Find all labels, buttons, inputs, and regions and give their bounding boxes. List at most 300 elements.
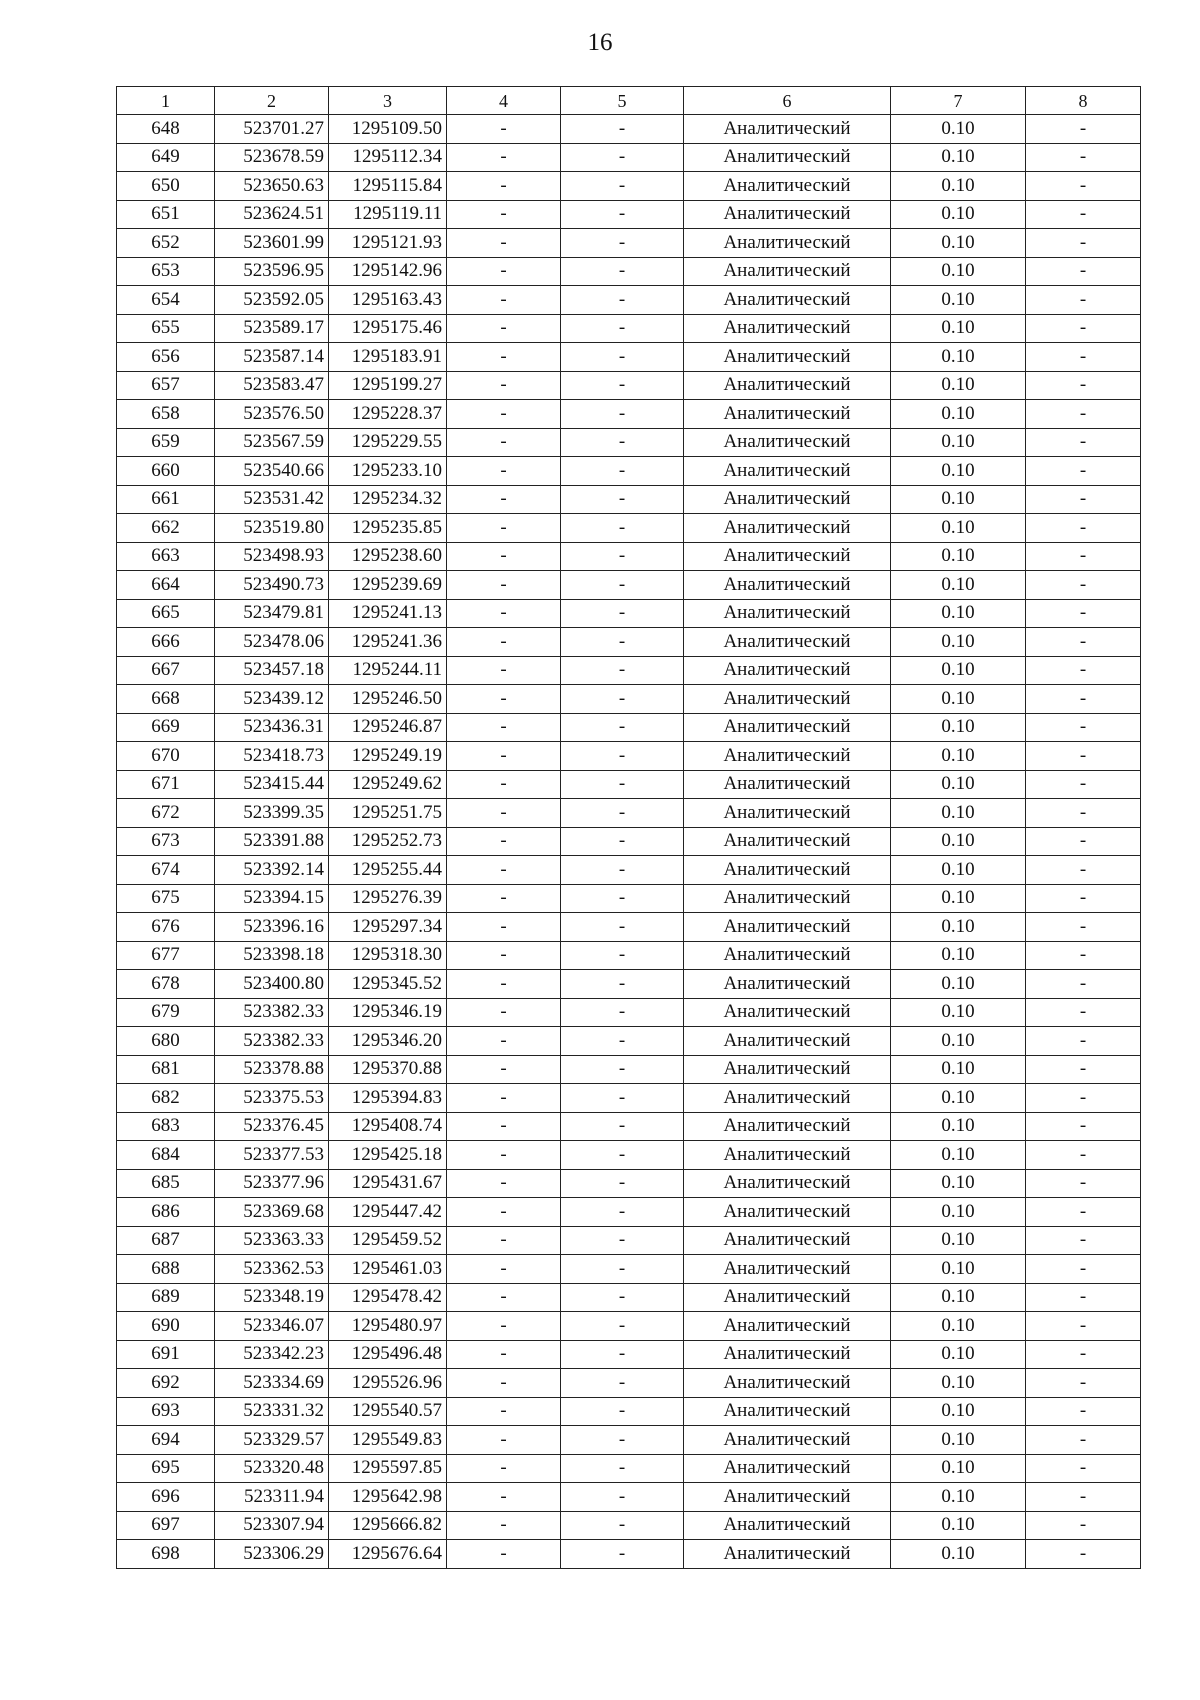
accuracy-cell: 0.10 <box>891 742 1026 771</box>
table-row <box>117 286 1141 315</box>
y-coordinate-cell: 1295238.60 <box>329 542 447 571</box>
accuracy-cell: 0.10 <box>891 941 1026 970</box>
col-8-cell: - <box>1026 400 1141 429</box>
table-row <box>117 1198 1141 1227</box>
method-cell: Аналитический <box>684 1255 891 1284</box>
accuracy-cell: 0.10 <box>891 827 1026 856</box>
method-cell: Аналитический <box>684 1055 891 1084</box>
x-coordinate-cell: 523369.68 <box>215 1198 329 1227</box>
x-coordinate-cell: 523498.93 <box>215 542 329 571</box>
accuracy-cell: 0.10 <box>891 1226 1026 1255</box>
col-8-cell: - <box>1026 542 1141 571</box>
point-number-cell: 655 <box>117 314 215 343</box>
method-cell: Аналитический <box>684 257 891 286</box>
col-5-cell: - <box>561 941 684 970</box>
x-coordinate-cell: 523342.23 <box>215 1340 329 1369</box>
method-cell: Аналитический <box>684 229 891 258</box>
table-row <box>117 1226 1141 1255</box>
method-cell: Аналитический <box>684 856 891 885</box>
point-number-cell: 674 <box>117 856 215 885</box>
col-4-cell: - <box>447 485 561 514</box>
col-5-cell: - <box>561 1312 684 1341</box>
method-cell: Аналитический <box>684 1283 891 1312</box>
accuracy-cell: 0.10 <box>891 200 1026 229</box>
y-coordinate-cell: 1295597.85 <box>329 1454 447 1483</box>
table-row <box>117 884 1141 913</box>
col-5-cell: - <box>561 400 684 429</box>
table-body <box>117 115 1141 1569</box>
method-cell: Аналитический <box>684 1084 891 1113</box>
accuracy-cell: 0.10 <box>891 1483 1026 1512</box>
x-coordinate-cell: 523392.14 <box>215 856 329 885</box>
method-cell: Аналитический <box>684 514 891 543</box>
method-cell: Аналитический <box>684 1397 891 1426</box>
table-row <box>117 400 1141 429</box>
col-4-cell: - <box>447 713 561 742</box>
accuracy-cell: 0.10 <box>891 628 1026 657</box>
y-coordinate-cell: 1295235.85 <box>329 514 447 543</box>
point-number-cell: 671 <box>117 770 215 799</box>
col-4-cell: - <box>447 656 561 685</box>
method-cell: Аналитический <box>684 1312 891 1341</box>
col-5-cell: - <box>561 1511 684 1540</box>
y-coordinate-cell: 1295251.75 <box>329 799 447 828</box>
col-8-cell: - <box>1026 713 1141 742</box>
y-coordinate-cell: 1295478.42 <box>329 1283 447 1312</box>
col-5-cell: - <box>561 1027 684 1056</box>
y-coordinate-cell: 1295249.19 <box>329 742 447 771</box>
point-number-cell: 663 <box>117 542 215 571</box>
col-5-cell: - <box>561 1169 684 1198</box>
col-4-cell: - <box>447 1540 561 1569</box>
col-5-cell: - <box>561 485 684 514</box>
accuracy-cell: 0.10 <box>891 542 1026 571</box>
y-coordinate-cell: 1295394.83 <box>329 1084 447 1113</box>
method-cell: Аналитический <box>684 599 891 628</box>
table-row <box>117 1511 1141 1540</box>
col-5-cell: - <box>561 1483 684 1512</box>
accuracy-cell: 0.10 <box>891 457 1026 486</box>
y-coordinate-cell: 1295246.50 <box>329 685 447 714</box>
point-number-cell: 678 <box>117 970 215 999</box>
y-coordinate-cell: 1295526.96 <box>329 1369 447 1398</box>
x-coordinate-cell: 523329.57 <box>215 1426 329 1455</box>
point-number-cell: 695 <box>117 1454 215 1483</box>
y-coordinate-cell: 1295447.42 <box>329 1198 447 1227</box>
accuracy-cell: 0.10 <box>891 485 1026 514</box>
table-row <box>117 1112 1141 1141</box>
col-8-cell: - <box>1026 1141 1141 1170</box>
x-coordinate-cell: 523540.66 <box>215 457 329 486</box>
table-row <box>117 799 1141 828</box>
x-coordinate-cell: 523596.95 <box>215 257 329 286</box>
x-coordinate-cell: 523398.18 <box>215 941 329 970</box>
col-5-cell: - <box>561 998 684 1027</box>
col-5-cell: - <box>561 1141 684 1170</box>
col-8-cell: - <box>1026 970 1141 999</box>
col-8-cell: - <box>1026 742 1141 771</box>
y-coordinate-cell: 1295183.91 <box>329 343 447 372</box>
y-coordinate-cell: 1295239.69 <box>329 571 447 600</box>
method-cell: Аналитический <box>684 1483 891 1512</box>
method-cell: Аналитический <box>684 1511 891 1540</box>
table-row <box>117 998 1141 1027</box>
col-5-cell: - <box>561 286 684 315</box>
point-number-cell: 654 <box>117 286 215 315</box>
column-header-4: 4 <box>447 87 561 115</box>
table-row <box>117 1141 1141 1170</box>
col-8-cell: - <box>1026 1312 1141 1341</box>
x-coordinate-cell: 523394.15 <box>215 884 329 913</box>
point-number-cell: 664 <box>117 571 215 600</box>
point-number-cell: 653 <box>117 257 215 286</box>
table-row <box>117 457 1141 486</box>
x-coordinate-cell: 523399.35 <box>215 799 329 828</box>
col-4-cell: - <box>447 1169 561 1198</box>
point-number-cell: 697 <box>117 1511 215 1540</box>
col-5-cell: - <box>561 172 684 201</box>
col-5-cell: - <box>561 770 684 799</box>
col-8-cell: - <box>1026 1198 1141 1227</box>
y-coordinate-cell: 1295241.13 <box>329 599 447 628</box>
point-number-cell: 687 <box>117 1226 215 1255</box>
col-4-cell: - <box>447 1511 561 1540</box>
column-header-8: 8 <box>1026 87 1141 115</box>
point-number-cell: 689 <box>117 1283 215 1312</box>
page-number: 16 <box>587 29 613 56</box>
y-coordinate-cell: 1295228.37 <box>329 400 447 429</box>
method-cell: Аналитический <box>684 457 891 486</box>
col-4-cell: - <box>447 1454 561 1483</box>
accuracy-cell: 0.10 <box>891 1426 1026 1455</box>
point-number-cell: 696 <box>117 1483 215 1512</box>
x-coordinate-cell: 523334.69 <box>215 1369 329 1398</box>
accuracy-cell: 0.10 <box>891 1027 1026 1056</box>
col-8-cell: - <box>1026 913 1141 942</box>
point-number-cell: 688 <box>117 1255 215 1284</box>
col-8-cell: - <box>1026 1340 1141 1369</box>
col-4-cell: - <box>447 457 561 486</box>
accuracy-cell: 0.10 <box>891 371 1026 400</box>
point-number-cell: 684 <box>117 1141 215 1170</box>
col-5-cell: - <box>561 1084 684 1113</box>
x-coordinate-cell: 523589.17 <box>215 314 329 343</box>
y-coordinate-cell: 1295666.82 <box>329 1511 447 1540</box>
table-row <box>117 628 1141 657</box>
y-coordinate-cell: 1295425.18 <box>329 1141 447 1170</box>
point-number-cell: 662 <box>117 514 215 543</box>
y-coordinate-cell: 1295249.62 <box>329 770 447 799</box>
col-4-cell: - <box>447 1055 561 1084</box>
col-5-cell: - <box>561 1369 684 1398</box>
table-row <box>117 542 1141 571</box>
y-coordinate-cell: 1295459.52 <box>329 1226 447 1255</box>
y-coordinate-cell: 1295345.52 <box>329 970 447 999</box>
col-8-cell: - <box>1026 1226 1141 1255</box>
x-coordinate-cell: 523363.33 <box>215 1226 329 1255</box>
col-8-cell: - <box>1026 1426 1141 1455</box>
table-row <box>117 1084 1141 1113</box>
y-coordinate-cell: 1295109.50 <box>329 115 447 144</box>
x-coordinate-cell: 523567.59 <box>215 428 329 457</box>
table-row <box>117 314 1141 343</box>
col-5-cell: - <box>561 827 684 856</box>
table-row <box>117 371 1141 400</box>
col-5-cell: - <box>561 143 684 172</box>
method-cell: Аналитический <box>684 970 891 999</box>
point-number-cell: 660 <box>117 457 215 486</box>
accuracy-cell: 0.10 <box>891 1198 1026 1227</box>
col-5-cell: - <box>561 1198 684 1227</box>
col-8-cell: - <box>1026 656 1141 685</box>
y-coordinate-cell: 1295121.93 <box>329 229 447 258</box>
table-row <box>117 428 1141 457</box>
x-coordinate-cell: 523531.42 <box>215 485 329 514</box>
accuracy-cell: 0.10 <box>891 1141 1026 1170</box>
method-cell: Аналитический <box>684 713 891 742</box>
method-cell: Аналитический <box>684 799 891 828</box>
col-4-cell: - <box>447 1226 561 1255</box>
method-cell: Аналитический <box>684 913 891 942</box>
table-row <box>117 1169 1141 1198</box>
x-coordinate-cell: 523348.19 <box>215 1283 329 1312</box>
y-coordinate-cell: 1295276.39 <box>329 884 447 913</box>
x-coordinate-cell: 523320.48 <box>215 1454 329 1483</box>
table-row <box>117 1369 1141 1398</box>
x-coordinate-cell: 523439.12 <box>215 685 329 714</box>
col-5-cell: - <box>561 1426 684 1455</box>
method-cell: Аналитический <box>684 742 891 771</box>
col-4-cell: - <box>447 884 561 913</box>
table-row <box>117 1283 1141 1312</box>
method-cell: Аналитический <box>684 400 891 429</box>
col-8-cell: - <box>1026 1283 1141 1312</box>
col-8-cell: - <box>1026 257 1141 286</box>
col-5-cell: - <box>561 1397 684 1426</box>
table-row <box>117 970 1141 999</box>
column-header-3: 3 <box>329 87 447 115</box>
x-coordinate-cell: 523479.81 <box>215 599 329 628</box>
col-8-cell: - <box>1026 599 1141 628</box>
method-cell: Аналитический <box>684 1369 891 1398</box>
point-number-cell: 677 <box>117 941 215 970</box>
y-coordinate-cell: 1295233.10 <box>329 457 447 486</box>
table-row <box>117 571 1141 600</box>
accuracy-cell: 0.10 <box>891 400 1026 429</box>
x-coordinate-cell: 523592.05 <box>215 286 329 315</box>
col-4-cell: - <box>447 856 561 885</box>
col-4-cell: - <box>447 913 561 942</box>
col-4-cell: - <box>447 827 561 856</box>
col-4-cell: - <box>447 1283 561 1312</box>
point-number-cell: 672 <box>117 799 215 828</box>
col-8-cell: - <box>1026 884 1141 913</box>
col-8-cell: - <box>1026 856 1141 885</box>
y-coordinate-cell: 1295496.48 <box>329 1340 447 1369</box>
col-8-cell: - <box>1026 428 1141 457</box>
point-number-cell: 667 <box>117 656 215 685</box>
col-8-cell: - <box>1026 628 1141 657</box>
col-8-cell: - <box>1026 685 1141 714</box>
x-coordinate-cell: 523457.18 <box>215 656 329 685</box>
col-8-cell: - <box>1026 229 1141 258</box>
col-4-cell: - <box>447 1426 561 1455</box>
point-number-cell: 673 <box>117 827 215 856</box>
method-cell: Аналитический <box>684 1141 891 1170</box>
col-5-cell: - <box>561 229 684 258</box>
x-coordinate-cell: 523678.59 <box>215 143 329 172</box>
x-coordinate-cell: 523418.73 <box>215 742 329 771</box>
point-number-cell: 666 <box>117 628 215 657</box>
column-header-2: 2 <box>215 87 329 115</box>
table-row <box>117 1255 1141 1284</box>
point-number-cell: 694 <box>117 1426 215 1455</box>
point-number-cell: 680 <box>117 1027 215 1056</box>
x-coordinate-cell: 523396.16 <box>215 913 329 942</box>
point-number-cell: 675 <box>117 884 215 913</box>
col-8-cell: - <box>1026 827 1141 856</box>
col-4-cell: - <box>447 770 561 799</box>
col-5-cell: - <box>561 343 684 372</box>
col-8-cell: - <box>1026 770 1141 799</box>
point-number-cell: 659 <box>117 428 215 457</box>
table-row <box>117 742 1141 771</box>
x-coordinate-cell: 523436.31 <box>215 713 329 742</box>
x-coordinate-cell: 523391.88 <box>215 827 329 856</box>
col-8-cell: - <box>1026 1540 1141 1569</box>
col-8-cell: - <box>1026 941 1141 970</box>
col-5-cell: - <box>561 1454 684 1483</box>
col-4-cell: - <box>447 371 561 400</box>
col-5-cell: - <box>561 200 684 229</box>
accuracy-cell: 0.10 <box>891 1255 1026 1284</box>
col-5-cell: - <box>561 1255 684 1284</box>
x-coordinate-cell: 523311.94 <box>215 1483 329 1512</box>
x-coordinate-cell: 523650.63 <box>215 172 329 201</box>
point-number-cell: 685 <box>117 1169 215 1198</box>
accuracy-cell: 0.10 <box>891 998 1026 1027</box>
x-coordinate-cell: 523362.53 <box>215 1255 329 1284</box>
table-row <box>117 1483 1141 1512</box>
column-header-6: 6 <box>684 87 891 115</box>
accuracy-cell: 0.10 <box>891 713 1026 742</box>
col-8-cell: - <box>1026 1397 1141 1426</box>
point-number-cell: 670 <box>117 742 215 771</box>
col-5-cell: - <box>561 970 684 999</box>
coordinates-table <box>116 86 1141 1569</box>
accuracy-cell: 0.10 <box>891 257 1026 286</box>
y-coordinate-cell: 1295480.97 <box>329 1312 447 1341</box>
accuracy-cell: 0.10 <box>891 1397 1026 1426</box>
y-coordinate-cell: 1295318.30 <box>329 941 447 970</box>
method-cell: Аналитический <box>684 542 891 571</box>
accuracy-cell: 0.10 <box>891 143 1026 172</box>
col-4-cell: - <box>447 1084 561 1113</box>
col-5-cell: - <box>561 713 684 742</box>
accuracy-cell: 0.10 <box>891 799 1026 828</box>
y-coordinate-cell: 1295408.74 <box>329 1112 447 1141</box>
col-8-cell: - <box>1026 143 1141 172</box>
accuracy-cell: 0.10 <box>891 286 1026 315</box>
x-coordinate-cell: 523478.06 <box>215 628 329 657</box>
table-row <box>117 1540 1141 1569</box>
col-5-cell: - <box>561 742 684 771</box>
y-coordinate-cell: 1295676.64 <box>329 1540 447 1569</box>
accuracy-cell: 0.10 <box>891 1369 1026 1398</box>
col-4-cell: - <box>447 998 561 1027</box>
col-8-cell: - <box>1026 1511 1141 1540</box>
col-4-cell: - <box>447 172 561 201</box>
col-8-cell: - <box>1026 1169 1141 1198</box>
table-row <box>117 514 1141 543</box>
col-8-cell: - <box>1026 172 1141 201</box>
point-number-cell: 657 <box>117 371 215 400</box>
method-cell: Аналитический <box>684 314 891 343</box>
col-4-cell: - <box>447 200 561 229</box>
col-4-cell: - <box>447 1027 561 1056</box>
col-4-cell: - <box>447 314 561 343</box>
col-4-cell: - <box>447 628 561 657</box>
y-coordinate-cell: 1295252.73 <box>329 827 447 856</box>
x-coordinate-cell: 523375.53 <box>215 1084 329 1113</box>
point-number-cell: 676 <box>117 913 215 942</box>
column-header-5: 5 <box>561 87 684 115</box>
col-5-cell: - <box>561 1112 684 1141</box>
x-coordinate-cell: 523382.33 <box>215 998 329 1027</box>
x-coordinate-cell: 523624.51 <box>215 200 329 229</box>
accuracy-cell: 0.10 <box>891 115 1026 144</box>
header-row <box>117 87 1141 115</box>
column-header-7: 7 <box>891 87 1026 115</box>
accuracy-cell: 0.10 <box>891 913 1026 942</box>
col-8-cell: - <box>1026 1084 1141 1113</box>
table-row <box>117 172 1141 201</box>
col-8-cell: - <box>1026 115 1141 144</box>
col-5-cell: - <box>561 542 684 571</box>
point-number-cell: 682 <box>117 1084 215 1113</box>
col-4-cell: - <box>447 799 561 828</box>
accuracy-cell: 0.10 <box>891 599 1026 628</box>
method-cell: Аналитический <box>684 428 891 457</box>
point-number-cell: 668 <box>117 685 215 714</box>
x-coordinate-cell: 523583.47 <box>215 371 329 400</box>
y-coordinate-cell: 1295346.20 <box>329 1027 447 1056</box>
point-number-cell: 686 <box>117 1198 215 1227</box>
y-coordinate-cell: 1295431.67 <box>329 1169 447 1198</box>
col-4-cell: - <box>447 542 561 571</box>
col-4-cell: - <box>447 1112 561 1141</box>
col-8-cell: - <box>1026 485 1141 514</box>
accuracy-cell: 0.10 <box>891 172 1026 201</box>
col-5-cell: - <box>561 257 684 286</box>
accuracy-cell: 0.10 <box>891 685 1026 714</box>
col-5-cell: - <box>561 913 684 942</box>
point-number-cell: 650 <box>117 172 215 201</box>
col-5-cell: - <box>561 514 684 543</box>
table-row <box>117 485 1141 514</box>
table-row <box>117 229 1141 258</box>
y-coordinate-cell: 1295246.87 <box>329 713 447 742</box>
x-coordinate-cell: 523306.29 <box>215 1540 329 1569</box>
method-cell: Аналитический <box>684 685 891 714</box>
x-coordinate-cell: 523346.07 <box>215 1312 329 1341</box>
col-5-cell: - <box>561 799 684 828</box>
col-5-cell: - <box>561 314 684 343</box>
table-row <box>117 599 1141 628</box>
table-row <box>117 1397 1141 1426</box>
y-coordinate-cell: 1295241.36 <box>329 628 447 657</box>
col-5-cell: - <box>561 1055 684 1084</box>
